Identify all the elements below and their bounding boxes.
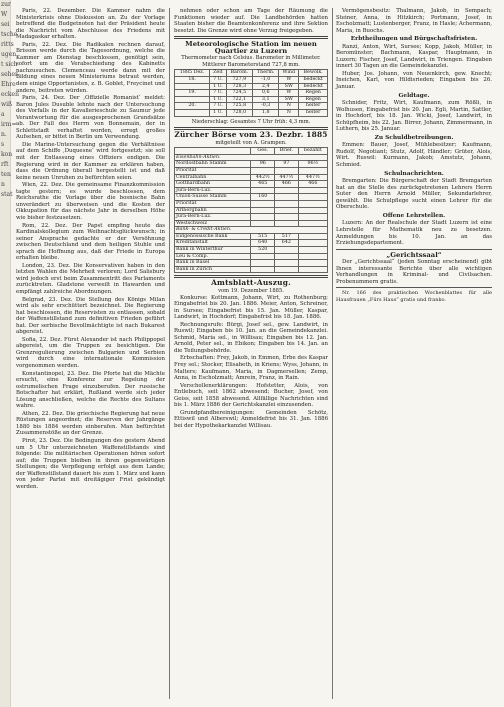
weather-header-cell: 1885 Dez. [175, 70, 210, 77]
market-cell: 466 [298, 181, 327, 188]
market-cell: Jura-Bern-Luz. [175, 187, 251, 194]
weather-cell: bedeckt [299, 83, 328, 90]
cropped-text: kon [1, 151, 13, 158]
article-paragraph: Paris, 24. Dez. Der ‚Offizielle Romanist‘ meldet: Baron Jules Dusuble lehnte nach der Untersuchung des Vorfalls in der Kavallerieschule zu Saumur jede Verantwortung für die ausgesprochenen Grundsätze ab. Der Fall des Herrn von Bonnemain, der in Schlettstadt verhaftet worden, erregt großes Aufsehen, er bittet in Berlin um Verwendung. [16, 95, 165, 141]
market-row [175, 200, 328, 207]
amtsblatt-paragraph: Grundpfandbereinigungen: Gemeinden Schötz, Ettiswil und Alberswil; Anmeldefrist bis 31. Jan. 1886 bei der Hypothekarkanzlei Willisau. [174, 409, 328, 429]
divider [174, 36, 328, 39]
cropped-text: n [1, 181, 5, 188]
market-group-name: Bank- & Credit-Aktien. [175, 227, 328, 234]
market-cell: 465 [251, 181, 275, 188]
market-cell [298, 220, 327, 227]
market-cell [275, 200, 299, 207]
weather-cell [175, 109, 210, 116]
weather-row [175, 90, 328, 97]
market-cell: 96½ [298, 161, 327, 168]
market-cell [275, 194, 299, 201]
market-row [175, 181, 328, 188]
market-cell [298, 200, 327, 207]
market-cell: 96 [251, 161, 275, 168]
market-cell [298, 187, 327, 194]
article-paragraph: Sofia, 22. Dez. Fürst Alexander ist nach Philippopel abgereist, um die Truppen zu besichtigen. Die Grenzregulierung zwischen Bulgarien und Serbien wird durch eine internationale Kommission vorgenommen werden. [16, 336, 165, 369]
article-paragraph: Die Marine-Untersuchung gegen die Verhältnisse auf dem Schiffe ‚Duquesne‘ wird fortgesetzt; sie soll mit der Entlassung eines Offiziers endigen. Die Regierung wird in der Kammer zu erklären haben, dass die Ordnung überall hergestellt ist und daß keine neuen Unruhen zu befürchten seien. [16, 141, 165, 181]
weather-cell: W [279, 76, 299, 83]
market-cell [275, 167, 299, 174]
market-header-cell: bezahlt [298, 148, 327, 155]
market-header-cell: Ges. [251, 148, 275, 155]
weather-header-cell: Barom. [226, 70, 252, 77]
market-cell: Arlbergbahn [175, 207, 251, 214]
market-cell: 447½ [298, 174, 327, 181]
weather-cell: SW [279, 96, 299, 103]
market-cell [298, 194, 327, 201]
article-paragraph: Rom, 22. Dez. Der Papst empfing heute das Kardinalskollegium zum Weihnachtsglückwunsch; in seiner Ansprache gedachte er der Versöhnung zwischen Deutschland und dem heiligen Stuhle und sprach die Hoffnung aus, daß der Friede in Europa erhalten bleibe. [16, 222, 165, 262]
cropped-text: n. [1, 131, 7, 138]
weather-cell: W [279, 90, 299, 97]
column-divider [332, 8, 333, 699]
amtsblatt-title: Amtsblatt-Auszug. [211, 278, 291, 288]
market-row [175, 247, 328, 254]
market-row [175, 194, 328, 201]
market-table [174, 147, 328, 273]
market-cell: 520 [251, 247, 275, 254]
market-cell: Eidgenössische Bank [175, 233, 251, 240]
market-row [175, 220, 328, 227]
market-cell: Priorität [175, 200, 251, 207]
market-cell [298, 233, 327, 240]
cropped-text: W [1, 11, 8, 18]
article-paragraph: Athen, 22. Dez. Die griechische Regierung hat neue Rüstungen angeordnet; die Reserven der Jahrgänge 1880 bis 1884 werden einberufen. Man befürchtet Zusammenstöße an der Grenze. [16, 410, 165, 437]
weather-cell: -0,3 [253, 103, 279, 110]
column-divider [169, 8, 170, 699]
weather-cell: SW [279, 83, 299, 90]
column-left [16, 8, 165, 699]
weather-row [175, 109, 328, 116]
market-cell: Kreditanstalt [175, 240, 251, 247]
column-middle [174, 8, 328, 699]
weather-row [175, 76, 328, 83]
cropped-text: ugen [1, 51, 17, 58]
market-group-row [175, 227, 328, 234]
article-paragraph: Pirot, 23. Dez. Die Bedingungen des gestern Abend um 5 Uhr unterzeichneten Waffenstillstands sind folgende: Die militärischen Operationen hören sofort auf; die Truppen bleiben in ihren gegenwärtigen Stellungen; die Verpflegung erfolgt aus dem Lande; der Waffenstillstand dauert bis zum 1. März und kann von jeder Partei mit dreitägiger Frist gekündigt werden. [16, 438, 165, 490]
market-header-cell: Brief. [275, 148, 299, 155]
market-cell [275, 260, 299, 267]
article-paragraph: Konstantinopel, 23. Dez. Die Pforte hat die Mächte ersucht, eine Konferenz zur Regelung der ostrumelischen Frage einzuberufen. Der russische Botschafter hat erklärt, Rußland werde sich jeder Lösung anschließen, welche die Rechte des Sultans wahre. [16, 370, 165, 410]
market-cell: 640 [251, 240, 275, 247]
amtsblatt-paragraph: Verschollenerklärungen: Hofstetter, Alois, von Entlebuch, seit 1862 abwesend; Bucher, Josef, von Geiss, seit 1858 abwesend. Allfällige Nachrichten sind bis 1. März 1886 der Gerichtskanzlei einzusenden. [174, 382, 328, 409]
market-cell: 642 [275, 240, 299, 247]
notice-paragraph: Vermögensbesitz: Thalmann, Jakob, in Sempach; Steiner, Anna, in Hitzkirch; Portmann, Josef, in Escholzmatt; Lustenberger, Franz, in Hasle; Achermann, Maria, in Buochs. [336, 8, 492, 34]
weather-cell: 1,8 [253, 109, 279, 116]
cropped-text: Ehre [1, 81, 16, 88]
weather-note: Niederschlag: Gesamtes 7 Uhr früh: 4,3 mm. [191, 118, 311, 125]
market-header-cell [175, 148, 251, 155]
article-paragraph: London, 23. Dez. Die Konservativen haben in den letzten Wahlen die Mehrheit verloren; Lord Salisbury wird jedoch erst beim Zusammentritt des Parlaments zurücktreten. Gladstone verweilt in Hawarden und empfängt zahlreiche Abordnungen. [16, 262, 165, 295]
weather-cell: Regen [299, 90, 328, 97]
market-cell [251, 207, 275, 214]
divider [336, 249, 492, 250]
weather-cell: 19. [175, 90, 210, 97]
market-cell [275, 220, 299, 227]
market-cell [251, 260, 275, 267]
weather-cell: 1 U. [210, 96, 226, 103]
cropped-text: a [1, 111, 5, 118]
weather-row [175, 83, 328, 90]
cropped-left-column [0, 0, 19, 707]
weather-cell: heiter [299, 103, 328, 110]
weather-cell: 18. [175, 76, 210, 83]
amtsblatt-date: vom 19. Dezember 1885. [218, 288, 284, 294]
market-cell [275, 253, 299, 260]
market-cell [251, 220, 275, 227]
market-cell: 160 [251, 194, 275, 201]
article-paragraph: Wien, 22. Dez. Die gemeinsame Finanzkommission tagte gestern; es wurde beschlossen, dem Reichsrathe die Vorlage über die bosnische Bahn unverändert zu überweisen und die Kosten der Okkupation für das nächste Jahr in derselben Höhe wie bisher festzusetzen. [16, 182, 165, 221]
market-cell [298, 214, 327, 221]
advertisement-footer: Nr. 166 des praktischen Wochenblattes für alle Hausfrauen „Fürs Haus“ gratis und franko. [336, 290, 492, 303]
market-cell: Union-Suisse Stamm [175, 194, 251, 201]
weather-subtitle-2: Mittlerer Barometerstand 727,8 mm. [202, 61, 300, 68]
weather-header-cell: Bewölk. [299, 70, 328, 77]
weather-cell: 3,1 [253, 96, 279, 103]
weather-row [175, 96, 328, 103]
market-subtitle: mitgeteilt von A. Grampen. [215, 139, 287, 146]
cropped-text: ritts [1, 41, 14, 48]
market-cell: 97 [275, 161, 299, 168]
market-cell: Centralbahn [175, 174, 251, 181]
weather-cell: 1 U. [210, 109, 226, 116]
market-row [175, 214, 328, 221]
market-title: Zürcher Börse vom 23. Dezbr. 1885 [174, 130, 328, 140]
weather-cell: 7 U. [210, 103, 226, 110]
market-cell [298, 207, 327, 214]
weather-cell: 7 U. [210, 90, 226, 97]
column-right [336, 8, 492, 699]
market-cell [298, 253, 327, 260]
weather-cell: bedeckt [299, 76, 328, 83]
cropped-text: seher [1, 71, 18, 78]
weather-cell: 20. [175, 103, 210, 110]
market-cell: Bank in Basel [175, 260, 251, 267]
market-cell: 442½ [251, 174, 275, 181]
weather-cell: 725,8 [226, 103, 252, 110]
advertisement-text: Der „Gerichtssaal“ (jeden Sonntag erscheinend) gibt Ihnen interessante Berichte über alle wichtigen Verhandlungen in Kriminal- und Civilsachen. Probenummern gratis. [336, 259, 492, 285]
market-cell: Priorität [175, 167, 251, 174]
market-cell: Nordostbahn Stamm [175, 161, 251, 168]
article-paragraph: Paris, 22. Dez. Die Radikalen rechnen darauf, Brisson werde durch die Tagesordnung, welche die Kammer am Dienstag beschlossen, genötigt sein, sofort um die Verabschiedung des Kabinetts nachzusuchen. Clemenceau werde dann mit der Bildung eines neuen Ministeriums betraut werden, dem einige Opportunisten, z. B. Goblet, Freycinet und andere, beitreten würden. [16, 41, 165, 94]
market-row [175, 187, 328, 194]
market-row [175, 240, 328, 247]
market-cell [251, 266, 275, 273]
section-heading: Geldtage. [398, 92, 430, 99]
market-cell: 515 [251, 233, 275, 240]
market-row [175, 167, 328, 174]
cropped-text: zur [1, 1, 11, 8]
cropped-text: sei [1, 21, 10, 28]
divider [336, 287, 492, 288]
section-paragraph: Luzern: An der Realschule der Stadt Luzern ist eine Lehrstelle für Mathematik neu zu besetzen. Anmeldungen bis 10. Jan. an das Erziehungsdepartement. [336, 220, 492, 247]
weather-subtitle: Thermometer nach Celsius. Barometer in Millimeter. [181, 55, 321, 62]
section-paragraph: Ranzi, Anton, Wirt, Sursee; Kopp, Jakob, Müller, in Beromünster; Bachmann, Kaspar, Hauptmann, in Luzern; Fischer, Josef, Landwirt, in Triengen. Eingaben innert 30 Tagen an die Gemeindekanzlei. [336, 43, 492, 70]
market-row [175, 260, 328, 267]
market-cell [298, 260, 327, 267]
weather-cell: N [279, 103, 299, 110]
cropped-text: wiß [1, 101, 13, 108]
market-cell [275, 214, 299, 221]
market-cell: Leu & Comp. [175, 253, 251, 260]
weather-cell: 1 U. [210, 83, 226, 90]
market-cell: 447½ [275, 174, 299, 181]
cropped-text: s [1, 141, 5, 148]
market-cell [251, 167, 275, 174]
market-group-row [175, 154, 328, 161]
weather-cell: 727,9 [226, 76, 252, 83]
market-row [175, 233, 328, 240]
cropped-text: ten [1, 171, 11, 178]
weather-cell: 7 U. [210, 76, 226, 83]
market-cell: Bank in Winterthur [175, 247, 251, 254]
market-row [175, 266, 328, 273]
market-cell: 517 [275, 233, 299, 240]
weather-cell [175, 83, 210, 90]
section-paragraph: Huber, Jos. Johann, von Neuenkirch, gew. Knecht; Ineichen, Karl, von Hildisrieden; Eingaben bis 26. Januar. [336, 70, 492, 91]
market-cell [275, 247, 299, 254]
section-paragraph: Bremgarten: Die Bürgerschaft der Stadt Bremgarten hat an die Stelle des zurückgetretenen Lehrers Herrn Suter den Herrn Arnold Müller, Sekundarlehrer, gewählt. Die Schulpflege sucht einen Lehrer für die Oberschule. [336, 178, 492, 211]
market-row [175, 174, 328, 181]
section-heading: Zu Schuldbetreibungen. [374, 134, 454, 141]
weather-cell: 728,0 [226, 109, 252, 116]
market-cell [251, 200, 275, 207]
cropped-text: t sich [1, 61, 18, 68]
article-paragraph: nehmen oder schon am Tage der Räumung die Funktionen wieder auf. Die Landbehörden hatten Staaten bisher die Beamtenkonferenz und ihre Sektion besetzt. Die Grenze wird ohne Verzug freigegeben. [174, 8, 328, 34]
weather-cell: heiter [299, 109, 328, 116]
weather-cell: Regen [299, 96, 328, 103]
cropped-text: tsche [1, 31, 18, 38]
market-cell: Bank in Zürich [175, 266, 251, 273]
market-cell [275, 187, 299, 194]
advertisement-title: „Gerichtssaal“ [386, 250, 442, 259]
article-paragraph: Belgrad, 23. Dez. Die Stellung des Königs Milan wird als sehr erschüttert bezeichnet. Die Regierung hat beschlossen, die Reservisten zu entlassen, sobald der Waffenstillstand zum definitiven Frieden geführt hat. Der serbische Bevollmächtigte ist nach Bukarest abgereist. [16, 296, 165, 336]
market-row [175, 207, 328, 214]
weather-header-cell: Wind [279, 70, 299, 77]
section-paragraph: Emmen: Bauer, Josef, Mühlebesitzer; Kaufmann, Rudolf, Negotiant; Stutz, Adolf, Händler; Grüter, Alois, Wirt. Ruswil: Kurmann, Jakob; Amstutz, Johann, Schmied. [336, 142, 492, 169]
amtsblatt-paragraph: Konkurse: Kottmann, Johann, Wirt, zu Rothenburg; Eingabefrist bis 20. Jan. 1886. Meier, Anton, Schreiner, in Sursee; Eingabefrist bis 15. Jan. Müller, Kaspar, Landwirt, in Hochdorf; Eingabefrist bis 18. Jan. 1886. [174, 294, 328, 321]
market-cell [275, 207, 299, 214]
market-cell [251, 187, 275, 194]
market-cell: Gotthardbahn [175, 181, 251, 188]
weather-cell: 722,1 [226, 96, 252, 103]
cropped-text: stat [1, 191, 13, 198]
amtsblatt-paragraph: Rechnungsrufe: Bürgi, Josef sel., gew. Landwirt, in Ruswil; Eingaben bis 10. Jan. an die Gemeindekanzlei. Schmid, Maria sel., in Willisau; Eingaben bis 12. Jan. Arnold, Peter sel., in Ebikon; Eingaben bis 14. Jan. an die Teilungsbehörde. [174, 321, 328, 354]
market-cell [298, 247, 327, 254]
market-cell: 466 [275, 181, 299, 188]
market-row [175, 253, 328, 260]
weather-header-cell: Therm. [253, 70, 279, 77]
cropped-text: rft [1, 161, 9, 168]
weather-cell: N [279, 109, 299, 116]
weather-cell: -1,0 [253, 76, 279, 83]
section-heading: Schulnachrichten. [384, 170, 444, 177]
market-group-name: Eisenbahn-Aktien. [175, 154, 328, 161]
weather-row [175, 103, 328, 110]
amtsblatt-paragraph: Erbschaften: Frey, Jakob, in Emmen, Erbe des Kaspar Frey sel.; Stocker, Elisabeth, in Kriens; Wyss, Johann, in Malters; Kaufmann, Maria, in Dagmersellen; Zemp, Anna, in Escholzmatt; Amrein, Franz, in Rain. [174, 355, 328, 382]
market-cell [275, 266, 299, 273]
market-cell [251, 214, 275, 221]
section-heading: Offene Lehrstellen. [382, 212, 446, 219]
market-cell [298, 266, 327, 273]
weather-cell: 0,6 [253, 90, 279, 97]
weather-cell: 2,4 [253, 83, 279, 90]
weather-header-cell: Zeit [210, 70, 226, 77]
weather-cell: 728,3 [226, 83, 252, 90]
section-heading: Erbtheilungen und Bürgschaftsfristen. [350, 36, 478, 43]
market-row [175, 161, 328, 168]
article-paragraph: Paris, 22. Dezember. Die Kammer nahm die Ministerkrisis ohne Diskussion an. Zu der Vorlage betreffend die Budgetnoten hat der Präsident heute die Nachricht vom Abschlusse des Friedens mit Madagaskar erhalten. [16, 8, 165, 41]
market-cell [251, 253, 275, 260]
weather-title: Meteorologische Station im neuen Quartier zu Luzern [185, 40, 317, 55]
market-cell [298, 167, 327, 174]
weather-cell [175, 96, 210, 103]
weather-table [174, 69, 328, 116]
cropped-text: ecken [1, 91, 19, 98]
cropped-text: irm= [1, 121, 17, 128]
market-cell: Jura-Bern-Luz. [175, 214, 251, 221]
section-paragraph: Schnider, Fritz, Wirt, Kaufmann, zum Rößli, in Wolhusen, Eingabefrist bis 20. Jan. Egli, Martin, Sattler, in Hochdorf, bis 18. Jan. Wicki, Josef, Landwirt, in Schüpfheim, bis 22. Jan. Birrer, Johann, Zimmermann, in Luthern, bis 25. Januar. [336, 100, 492, 133]
market-cell [298, 240, 327, 247]
market-cell: Westschweiz [175, 220, 251, 227]
weather-cell: 724,5 [226, 90, 252, 97]
